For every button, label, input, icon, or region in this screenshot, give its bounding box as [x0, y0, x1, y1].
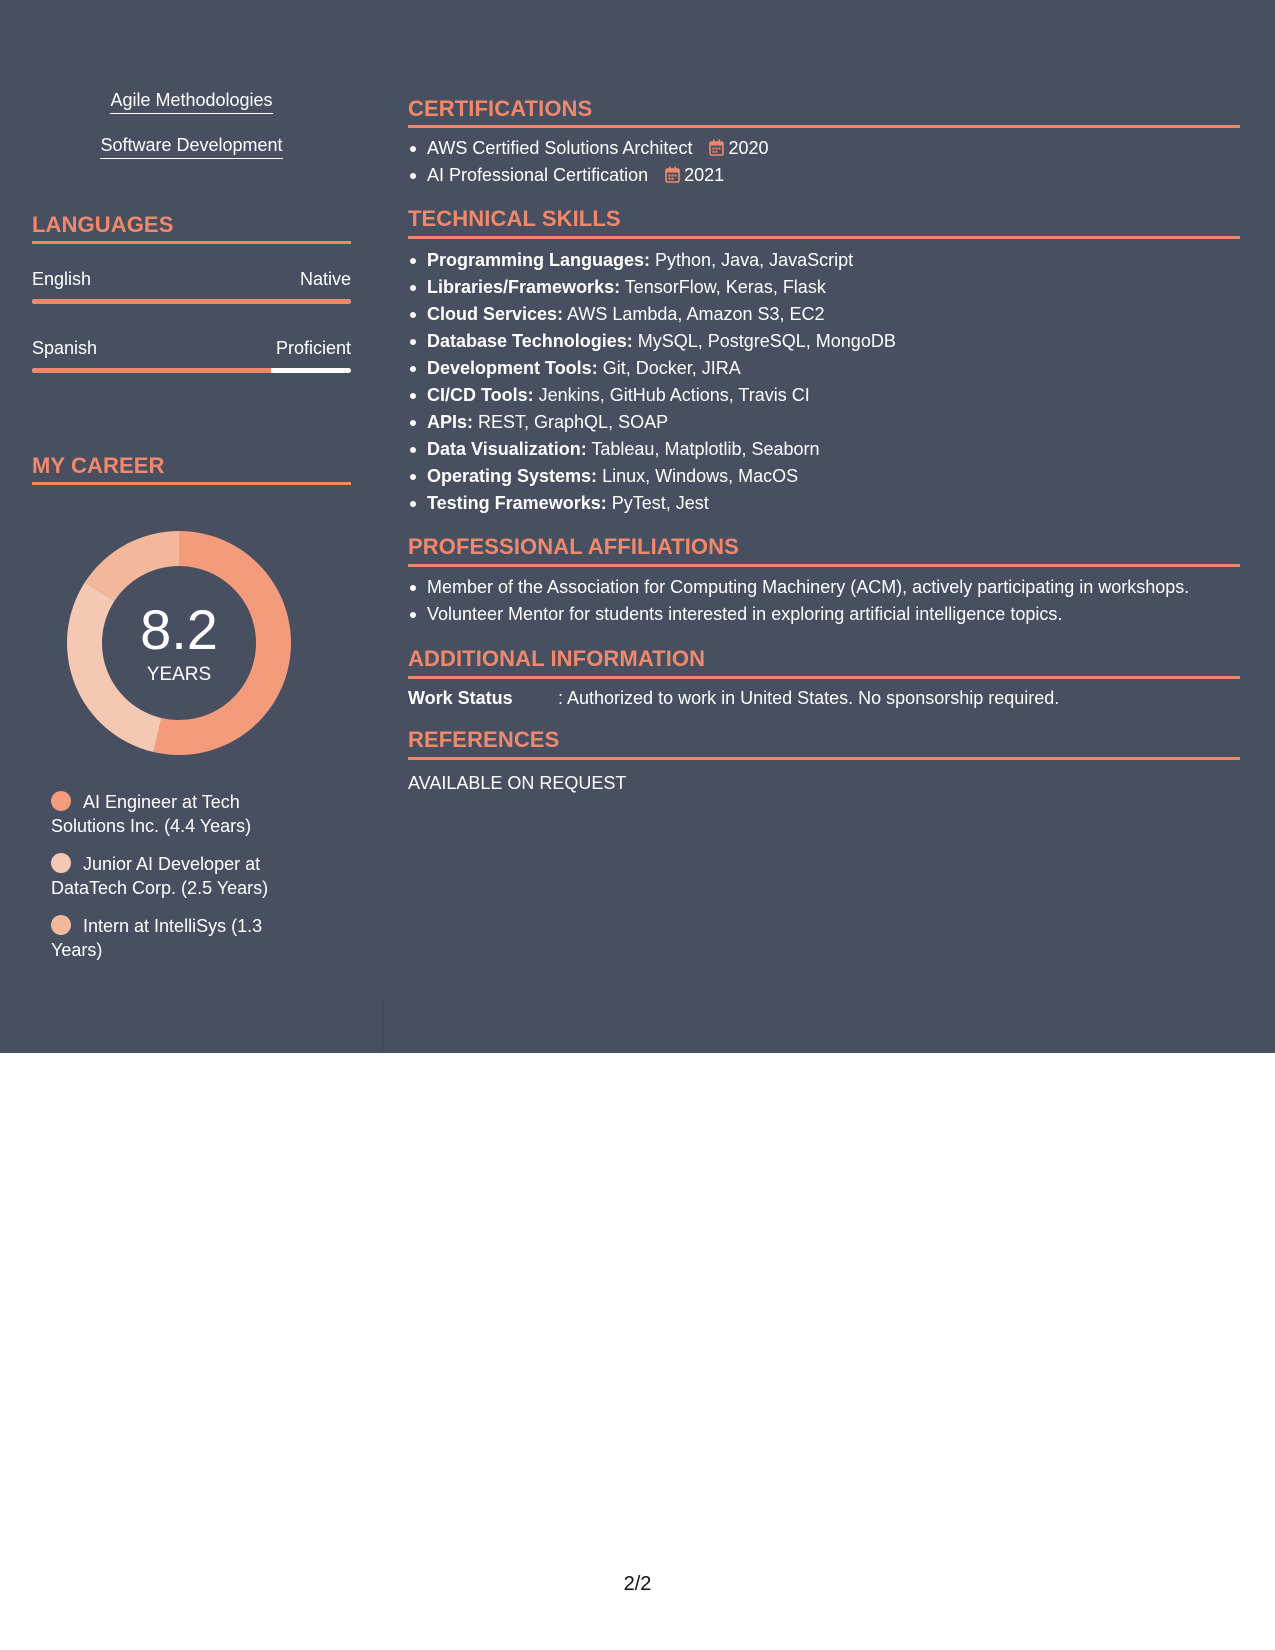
skill-value: Git, Docker, JIRA	[597, 358, 741, 378]
skill-tag-label: Software Development	[100, 134, 282, 159]
career-total-value: 8.2	[140, 598, 218, 661]
skill-item	[408, 328, 1240, 355]
career-legend-label: AI Engineer at Tech Solutions Inc. (4.4 Years)	[51, 792, 252, 836]
language-proficiency-bar	[32, 299, 351, 304]
work-status-value: : Authorized to work in United States. No sponsorship required.	[558, 688, 1060, 708]
skill-value: REST, GraphQL, SOAP	[473, 412, 669, 432]
language-name: English	[32, 269, 92, 289]
certifications-list	[408, 135, 1240, 189]
skill-value: AWS Lambda, Amazon S3, EC2	[563, 304, 825, 324]
calendar-icon	[665, 166, 680, 183]
work-status-row	[408, 687, 1059, 709]
skill-label: Cloud Services:	[427, 304, 564, 324]
references-rule	[408, 757, 1240, 760]
career-legend-item	[51, 852, 301, 900]
sidebar	[32, 0, 351, 1053]
career-donut-segment	[85, 531, 179, 601]
skill-value: Tableau, Matplotlib, Seaborn	[586, 439, 820, 459]
language-name: Spanish	[32, 338, 98, 358]
career-legend-label: Intern at IntelliSys (1.3 Years)	[51, 916, 263, 960]
technical-skills-title: TECHNICAL SKILLS	[408, 206, 621, 231]
skill-label: APIs:	[427, 412, 474, 432]
skill-label: Testing Frameworks:	[427, 493, 607, 513]
career-title: MY CAREER	[32, 453, 165, 478]
affiliation-item: Volunteer Mentor for students interested in exploring artificial intelligence topics.	[408, 601, 1240, 628]
work-status-label: Work Status	[408, 688, 513, 708]
certifications-title: CERTIFICATIONS	[408, 96, 593, 121]
language-proficiency-fill	[32, 368, 271, 373]
career-legend-item	[51, 914, 301, 962]
affiliations-title: PROFESSIONAL AFFILIATIONS	[408, 534, 739, 559]
skill-item	[408, 247, 1240, 274]
languages-rule	[32, 241, 351, 244]
calendar-icon	[709, 139, 724, 156]
career-legend-item	[51, 790, 301, 838]
skill-tag	[32, 134, 351, 159]
skill-value: Jenkins, GitHub Actions, Travis CI	[533, 385, 810, 405]
certification-name: AWS Certified Solutions Architect	[427, 138, 693, 158]
technical-skills-rule	[408, 236, 1240, 239]
skill-item	[408, 463, 1240, 490]
skill-label: Data Visualization:	[427, 439, 587, 459]
legend-dot-icon	[51, 915, 71, 935]
certification-item	[408, 162, 1240, 189]
legend-dot-icon	[51, 791, 71, 811]
certification-item	[408, 135, 1240, 162]
career-legend	[51, 790, 301, 976]
skill-item	[408, 436, 1240, 463]
references-text: AVAILABLE ON REQUEST	[408, 773, 627, 793]
column-divider	[382, 1000, 383, 1053]
language-proficiency-fill	[32, 299, 351, 304]
skill-label: CI/CD Tools:	[427, 385, 534, 405]
skill-value: PyTest, Jest	[606, 493, 709, 513]
skill-item	[408, 409, 1240, 436]
career-total-unit: YEARS	[146, 664, 212, 685]
page-number: 2/2	[623, 1573, 652, 1595]
skill-label: Libraries/Frameworks:	[427, 277, 621, 297]
affiliations-rule	[408, 564, 1240, 567]
skill-label: Database Technologies:	[427, 331, 633, 351]
legend-dot-icon	[51, 853, 71, 873]
language-level: Proficient	[275, 338, 351, 358]
skill-item	[408, 382, 1240, 409]
skill-tag	[32, 89, 351, 114]
skill-label: Programming Languages:	[427, 250, 651, 270]
career-rule	[32, 482, 351, 485]
career-legend-label: Junior AI Developer at DataTech Corp. (2.5 Years)	[51, 854, 269, 898]
technical-skills-list	[408, 247, 1240, 517]
skill-item	[408, 301, 1240, 328]
affiliations-list	[408, 574, 1240, 628]
skill-value: Linux, Windows, MacOS	[597, 466, 799, 486]
skill-value: TensorFlow, Keras, Flask	[620, 277, 826, 297]
references-title: REFERENCES	[408, 727, 560, 752]
affiliation-item: Member of the Association for Computing Machinery (ACM), actively participating in workshops.	[408, 574, 1240, 601]
certifications-rule	[408, 125, 1240, 128]
language-level: Native	[299, 269, 351, 289]
skill-value: MySQL, PostgreSQL, MongoDB	[632, 331, 896, 351]
skill-item	[408, 490, 1240, 517]
skill-tag-label: Agile Methodologies	[110, 89, 272, 114]
certification-year: 2021	[684, 165, 725, 185]
skill-item	[408, 274, 1240, 301]
language-proficiency-bar	[32, 368, 351, 373]
additional-info-title: ADDITIONAL INFORMATION	[408, 646, 706, 671]
skill-item	[408, 355, 1240, 382]
additional-info-rule	[408, 676, 1240, 679]
certification-year: 2020	[728, 138, 769, 158]
skill-value: Python, Java, JavaScript	[650, 250, 854, 270]
skill-label: Operating Systems:	[427, 466, 598, 486]
skill-label: Development Tools:	[427, 358, 598, 378]
certification-name: AI Professional Certification	[427, 165, 649, 185]
languages-title: LANGUAGES	[32, 212, 174, 237]
